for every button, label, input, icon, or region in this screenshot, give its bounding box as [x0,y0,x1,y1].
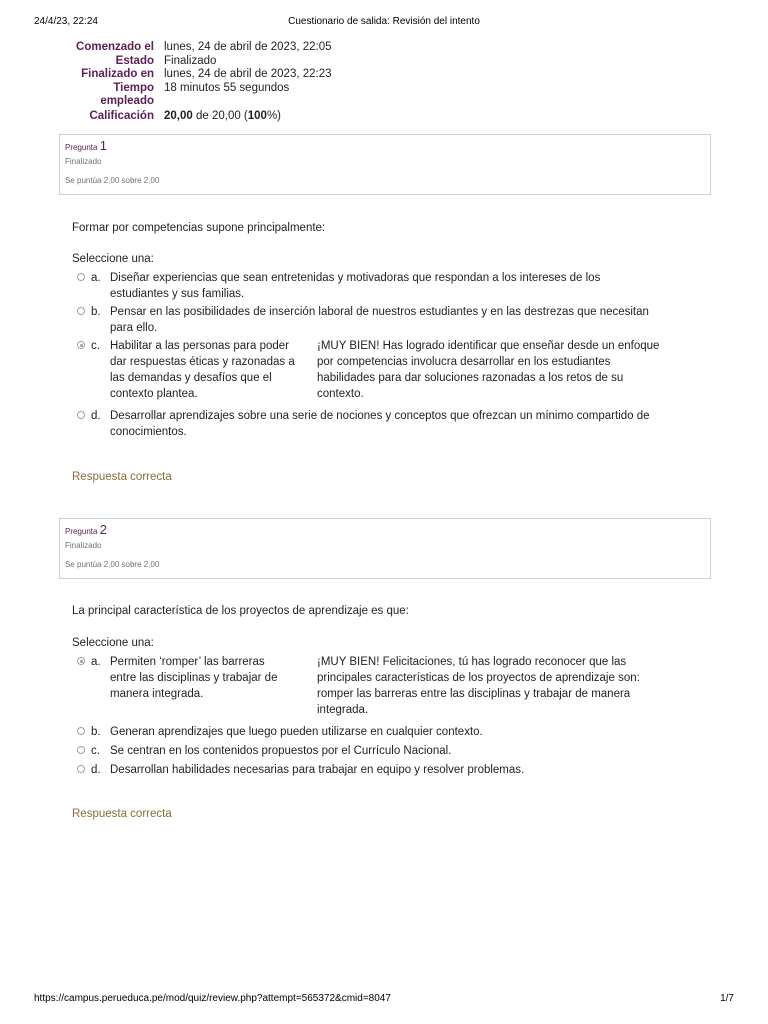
select-one-prompt: Seleccione una: [72,637,154,649]
radio-button[interactable] [77,746,85,754]
radio-button[interactable] [77,307,85,315]
page-number: 1/7 [720,993,734,1004]
question-grade: Se puntúa 2,00 sobre 2,00 [65,176,160,185]
state-value: Finalizado [164,54,217,67]
question-info-1 [59,134,711,195]
question-info-2 [59,518,711,579]
grade-value: 20,00 de 20,00 (100%) [164,109,282,122]
question-state: Finalizado [65,157,102,166]
answer-option-d[interactable]: d. Desarrollar aprendizajes sobre una serie de nociones y conceptos que ofrezcan un mínimo compartido de conocimientos. [77,408,693,440]
state-label: Estado [115,54,154,67]
answer-option-c[interactable]: c. Se centran en los contenidos propuestos por el Currículo Nacional. [77,743,693,759]
grade-label: Calificación [89,109,154,122]
answer-option-b[interactable]: b. Pensar en las posibilidades de inserción laboral de nuestros estudiantes y en las destrezas que necesitan para ello. [77,304,693,336]
print-title: Cuestionario de salida: Revisión del intento [288,16,480,27]
finished-label: Finalizado en [81,68,154,81]
time-value: 18 minutos 55 segundos [164,81,290,94]
print-date: 24/4/23, 22:24 [34,16,98,27]
radio-button[interactable] [77,727,85,735]
radio-button-selected[interactable] [77,341,85,349]
radio-button-selected[interactable] [77,657,85,665]
finished-value: lunes, 24 de abril de 2023, 22:23 [164,68,332,81]
answer-option-b[interactable]: b. Generan aprendizajes que luego pueden utilizarse en cualquier contexto. [77,724,693,740]
question-number: Pregunta 1 [65,138,107,153]
answer-option-a[interactable]: a. Permiten ‘romper’ las barreras entre las disciplinas y trabajar de manera integrada. [77,654,310,702]
question-number: Pregunta 2 [65,522,107,537]
right-answer-1: Respuesta correcta [72,471,172,483]
specific-feedback-1: ¡MUY BIEN! Has logrado identificar que enseñar desde un enfoque por competencias involucra desarrollar en los estudiantes habilidades para dar soluciones razonadas a los retos de su contexto. [317,340,660,400]
started-label: Comenzado el [76,41,154,53]
page-url: https://campus.perueduca.pe/mod/quiz/review.php?attempt=565372&cmid=8047 [34,993,391,1004]
attempt-summary [70,41,332,124]
answer-option-c[interactable]: c. Habilitar a las personas para poder dar respuestas éticas y razonadas a las demandas y desafíos que el contexto plantea. [77,338,310,402]
answer-option-a[interactable]: a. Diseñar experiencias que sean entretenidas y motivadoras que respondan a los intereses de los estudiantes y sus familias. [77,270,693,302]
question-text-1: Formar por competencias supone principalmente: [72,222,326,234]
select-one-prompt: Seleccione una: [72,253,154,265]
answer-option-d[interactable]: d. Desarrollan habilidades necesarias para trabajar en equipo y resolver problemas. [77,762,693,778]
question-state: Finalizado [65,541,102,550]
started-value: lunes, 24 de abril de 2023, 22:05 [164,41,332,53]
time-label: Tiempo empleado [100,81,154,108]
radio-button[interactable] [77,765,85,773]
radio-button[interactable] [77,273,85,281]
specific-feedback-2: ¡MUY BIEN! Felicitaciones, tú has logrado reconocer que las principales características de los proyectos de aprendizaje son: romper las barreras entre las disciplinas y trabajar de manera integrada. [317,656,640,716]
radio-button[interactable] [77,411,85,419]
right-answer-2: Respuesta correcta [72,808,172,820]
question-text-2: La principal característica de los proyectos de aprendizaje es que: [72,605,409,617]
question-grade: Se puntúa 2,00 sobre 2,00 [65,560,160,569]
